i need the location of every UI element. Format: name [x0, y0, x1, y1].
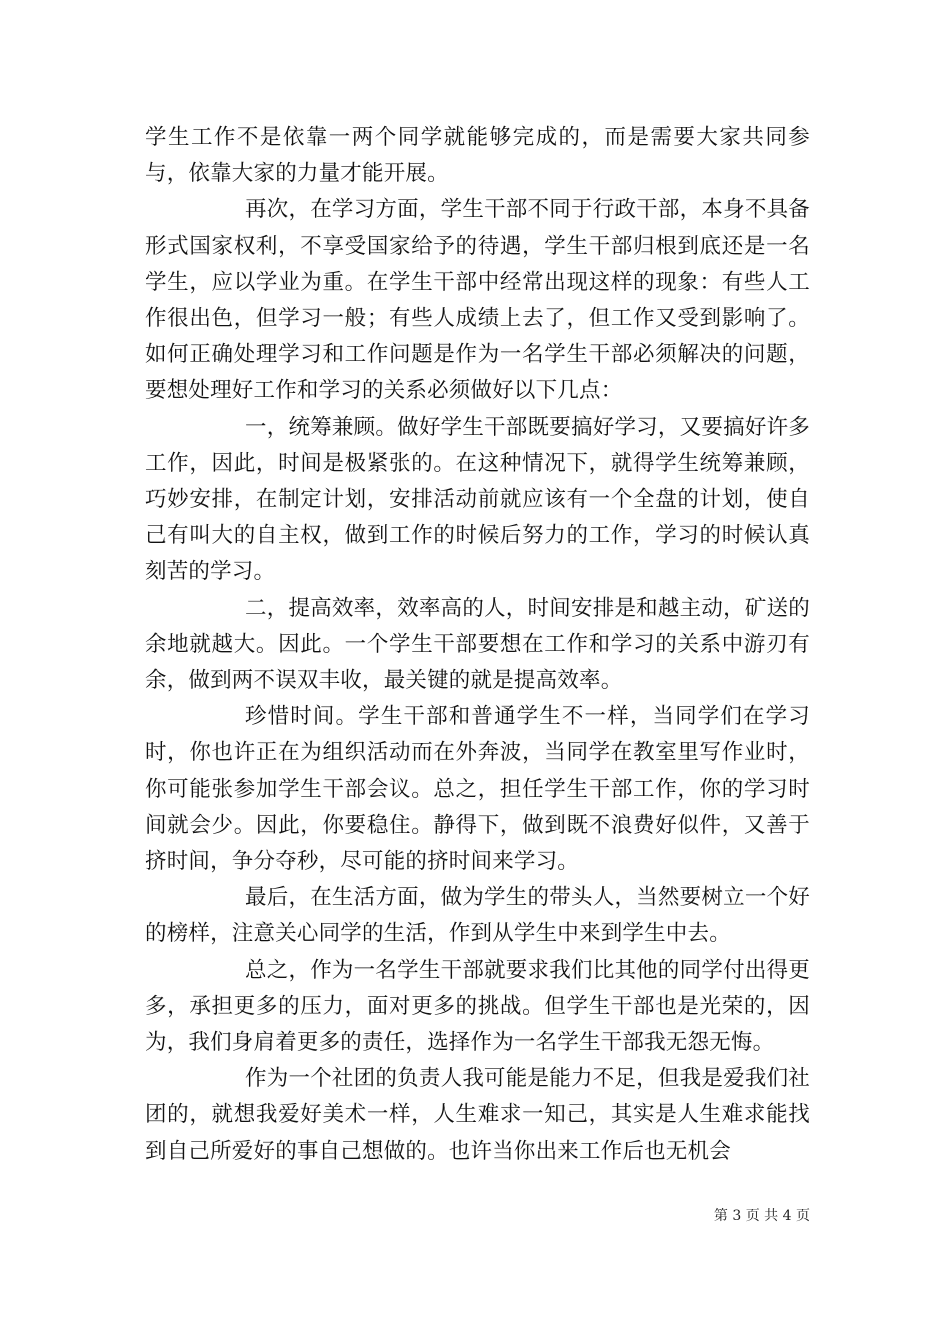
paragraph-study: 再次，在学习方面，学生干部不同于行政干部，本身不具备形式国家权利，不享受国家给予的待遇，学生干部归根到底还是一名学生，应以学业为重。在学生干部中经常出现这样的现象：有些人工作很出色，但学习一般；有些人成绩上去了，但工作又受到影响了。如何正确处理学习和工作问题是作为一名学生干部必须解决的问题，要想处理好工作和学习的关系必须做好以下几点： [145, 197, 810, 404]
paragraph-life: 最后，在生活方面，做为学生的带头人，当然要树立一个好的榜样，注意关心同学的生活，作到从学生中来到学生中去。 [145, 885, 810, 947]
paragraph-point-two: 二，提高效率，效率高的人，时间安排是和越主动，矿送的余地就越大。因此。一个学生干部要想在工作和学习的关系中游刃有余，做到两不误双丰收，最关键的就是提高效率。 [145, 595, 810, 694]
document-body [145, 120, 810, 1170]
paragraph-continuation: 学生工作不是依靠一两个同学就能够完成的，而是需要大家共同参与，依靠大家的力量才能开展。 [145, 125, 810, 187]
page-number: 第 3 页 共 4 页 [713, 1208, 810, 1224]
paragraph-point-one: 一，统筹兼顾。做好学生干部既要搞好学习，又要搞好许多工作，因此，时间是极紧张的。在这种情况下，就得学生统筹兼顾，巧妙安排，在制定计划，安排活动前就应该有一个全盘的计划，使自己有叫大的自主权，做到工作的时候后努力的工作，学习的时候认真刻苦的学习。 [145, 414, 810, 585]
paragraph-summary: 总之，作为一名学生干部就要求我们比其他的同学付出得更多，承担更多的压力，面对更多的挑战。但学生干部也是光荣的，因为，我们身肩着更多的责任，选择作为一名学生干部我无怨无悔。 [145, 957, 810, 1056]
paragraph-cherish-time: 珍惜时间。学生干部和普通学生不一样，当同学们在学习时，你也许正在为组织活动而在外奔波，当同学在教室里写作业时，你可能张参加学生干部会议。总之，担任学生干部工作，你的学习时间就会少。因此，你要稳住。静得下，做到既不浪费好似件，又善于挤时间，争分夺秒，尽可能的挤时间来学习。 [145, 704, 810, 875]
paragraph-club: 作为一个社团的负责人我可能是能力不足，但我是爱我们社团的，就想我爱好美术一样，人生难求一知己，其实是人生难求能找到自己所爱好的事自己想做的。也许当你出来工作后也无机会 [145, 1066, 810, 1164]
